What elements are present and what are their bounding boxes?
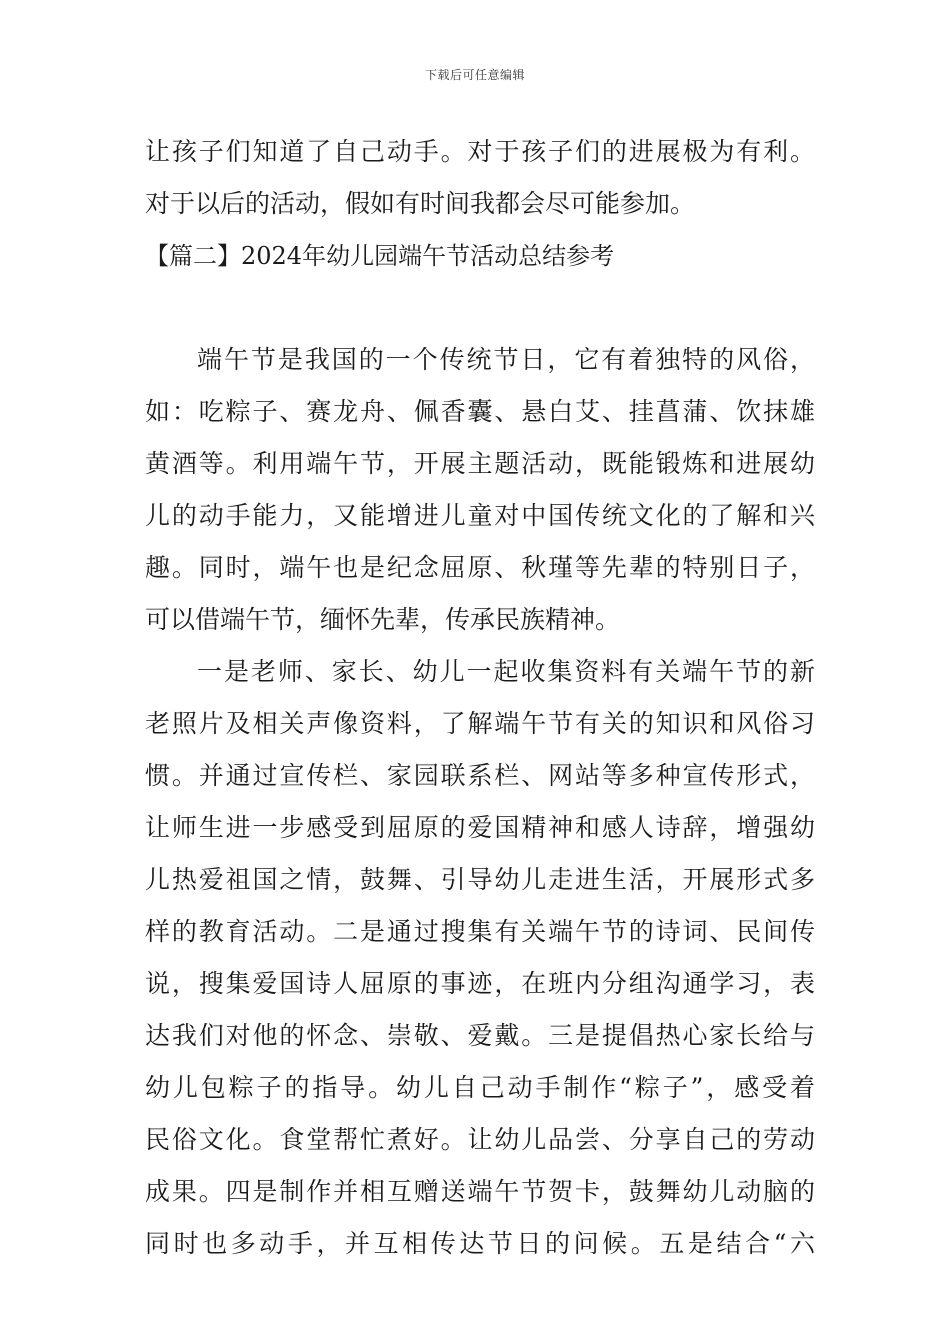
text-line: 让孩子们知道了自己动手。对于孩子们的进展极为有利。 — [145, 137, 815, 166]
text-line: 对于以后的活动，假如有时间我都会尽可能参加。 — [145, 189, 696, 218]
text-line: 惯。并通过宣传栏、家园联系栏、网站等多种宣传形式， — [145, 761, 815, 790]
paragraph-first-line: 一是老师、家长、幼儿一起收集资料有关端午节的新 — [197, 657, 815, 686]
text-line: 同时也多动手，并互相传达节日的问候。五是结合“六 — [145, 1229, 815, 1258]
text-line: 达我们对他的怀念、崇敬、爱戴。三是提倡热心家长给与 — [145, 1021, 815, 1050]
section-heading: 【篇二】2024年幼儿园端午节活动总结参考 — [145, 242, 615, 270]
blank-line — [145, 282, 815, 334]
text-line: 成果。四是制作并相互赠送端午节贺卡，鼓舞幼儿动脑的 — [145, 1177, 815, 1206]
text-line: 让师生进一步感受到屈原的爱国精神和感人诗辞，增强幼 — [145, 813, 815, 842]
text-line: 儿热爱祖国之情，鼓舞、引导幼儿走进生活，开展形式多 — [145, 865, 815, 894]
text-line: 如：吃粽子、赛龙舟、佩香囊、悬白艾、挂菖蒲、饮抹雄 — [145, 397, 815, 426]
paragraph-first-line: 端午节是我国的一个传统节日，它有着独特的风俗， — [197, 345, 815, 374]
text-line: 幼儿包粽子的指导。幼儿自己动手制作“粽子”，感受着 — [145, 1073, 815, 1102]
text-line: 可以借端午节，缅怀先辈，传承民族精神。 — [145, 605, 621, 634]
text-line: 趣。同时，端午也是纪念屈原、秋瑾等先辈的特别日子， — [145, 553, 815, 582]
page-header-note: 下载后可任意编辑 — [424, 68, 525, 82]
text-line: 儿的动手能力，又能增进儿童对中国传统文化的了解和兴 — [145, 501, 815, 530]
text-line: 说，搜集爱国诗人屈原的事迹，在班内分组沟通学习，表 — [145, 969, 815, 998]
text-line: 民俗文化。食堂帮忙煮好。让幼儿品尝、分享自己的劳动 — [145, 1125, 815, 1154]
text-line: 样的教育活动。二是通过搜集有关端午节的诗词、民间传 — [145, 917, 815, 946]
document-body — [145, 126, 815, 1270]
text-line: 老照片及相关声像资料，了解端午节有关的知识和风俗习 — [145, 709, 815, 738]
text-line: 黄酒等。利用端午节，开展主题活动，既能锻炼和进展幼 — [145, 449, 815, 478]
